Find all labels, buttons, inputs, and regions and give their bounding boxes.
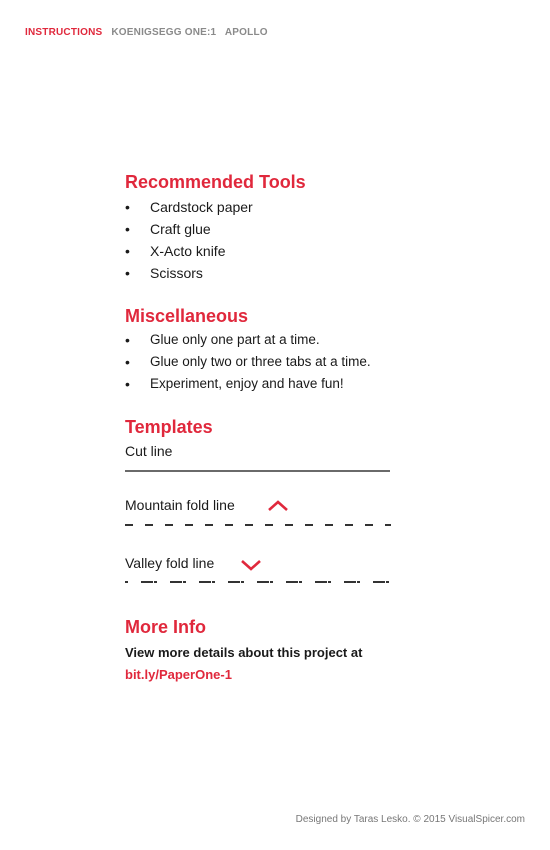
list-item: • Glue only two or three tabs at a time. [125, 351, 371, 373]
cut-line-label: Cut line [125, 443, 173, 459]
valley-fold-label: Valley fold line [125, 555, 215, 571]
more-info-text: View more details about this project at [125, 645, 363, 660]
header-section: INSTRUCTIONS [25, 27, 103, 38]
footer-credit: Designed by Taras Lesko. © 2015 VisualSpicer.com [295, 814, 525, 825]
chevron-up-icon [266, 498, 290, 514]
list-item: • Scissors [125, 262, 253, 284]
document-header [25, 27, 274, 38]
more-info-heading: More Info [125, 617, 206, 637]
tools-heading: Recommended Tools [125, 172, 306, 192]
project-link[interactable]: bit.ly/PaperOne-1 [125, 667, 232, 682]
list-item: • Craft glue [125, 218, 253, 240]
mountain-fold-line-sample [125, 524, 391, 526]
valley-fold-line-sample [125, 581, 391, 583]
chevron-down-icon [239, 557, 263, 573]
list-item: • X-Acto knife [125, 240, 253, 262]
tools-list [125, 196, 253, 284]
templates-heading: Templates [125, 417, 213, 437]
misc-heading: Miscellaneous [125, 306, 249, 326]
mountain-fold-label: Mountain fold line [125, 497, 235, 513]
misc-list [125, 329, 371, 395]
list-item: • Glue only one part at a time. [125, 329, 371, 351]
list-item: • Experiment, enjoy and have fun! [125, 373, 371, 395]
cut-line-sample [125, 470, 390, 472]
list-item: • Cardstock paper [125, 196, 253, 218]
header-edition: APOLLO [224, 27, 268, 38]
header-model: KOENIGSEGG ONE:1 [111, 27, 217, 38]
